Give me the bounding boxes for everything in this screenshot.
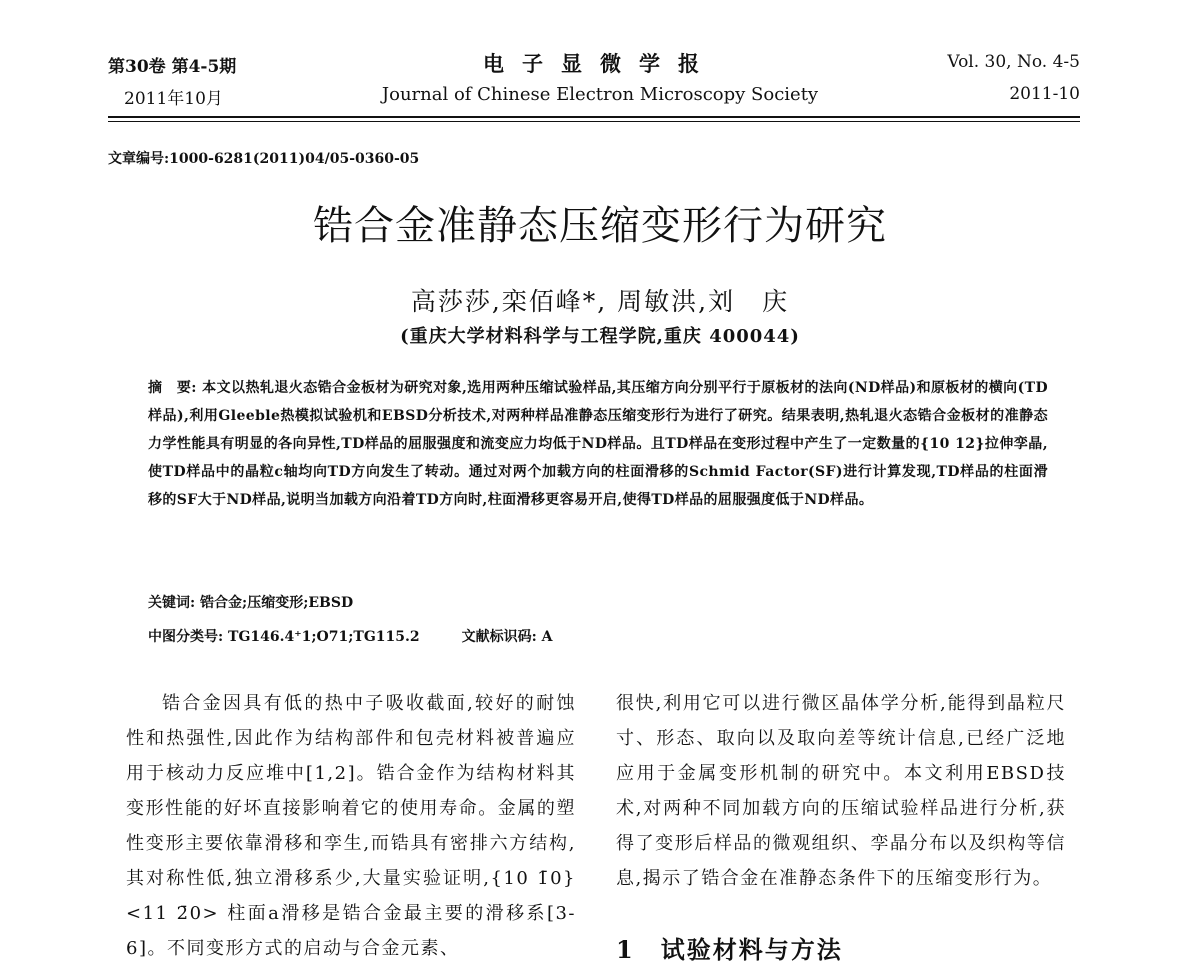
header-rule-thin (108, 121, 1080, 122)
abstract: 摘 要: 本文以热轧退火态锆合金板材为研究对象,选用两种压缩试验样品,其压缩方向分别平行于原板材的法向(ND样品)和原板材的横向(TD样品),利用Gleeble热模拟试验机和EBSD分析技术,对两种样品准静态压缩变形行为进行了研究。结果表明,热轧退火态锆合金板材的准静态力学性能具有明显的各向异性,TD样品的屈服强度和流变应力均低于ND样品。且TD样品在变形过程中产生了一定数量的{10 12}拉伸孪晶,使TD样品中的晶粒c轴均向TD方向发生了转动。通过对两个加载方向的柱面滑移的Schmid Factor(SF)进行计算发现,TD样品的柱面滑移的SF大于ND样品,说明当加载方向沿着TD方向时,柱面滑移更容易开启,使得TD样品的屈服强度低于ND样品。 (148, 380, 1048, 508)
article-number: 文章编号:1000-6281(2011)04/05-0360-05 (108, 151, 420, 167)
journal-date-en: 2011-10 (1009, 84, 1080, 104)
body-paragraph-right: 很快,利用它可以进行微区晶体学分析,能得到晶粒尺寸、形态、取向以及取向差等统计信息,已经广泛地应用于金属变形机制的研究中。本文利用EBSD技术,对两种不同加载方向的压缩试验样品进行分析,获得了变形后样品的微观组织、孪晶分布以及织构等信息,揭示了锆合金在准静态条件下的压缩变形行为。 (616, 693, 1066, 889)
body-column-left (126, 686, 576, 966)
journal-date: 2011年10月 (124, 89, 223, 109)
journal-volume-issue: 第30卷 第4-5期 (108, 57, 237, 77)
section-heading: 1 试验材料与方法 (616, 935, 843, 964)
header-rule-thick (108, 116, 1080, 118)
body-column-right (616, 686, 1066, 896)
keywords: 关键词: 锆合金;压缩变形;EBSD (148, 595, 354, 611)
body-paragraph-left: 锆合金因具有低的热中子吸收截面,较好的耐蚀性和热强性,因此作为结构部件和包壳材料被普遍应用于核动力反应堆中[1,2]。锆合金作为结构材料其变形性能的好坏直接影响着它的使用寿命。金属的塑性变形主要依靠滑移和孪生,而锆具有密排六方结构,其对称性低,独立滑移系少,大量实验证明,{10 1̄0} <11 2̄0> 柱面a滑移是锆合金最主要的滑移系[3-6]。不同变形方式的启动与合金元素、 (126, 693, 576, 959)
journal-title-cn: 电子显微学报 (483, 51, 717, 76)
author-list: 高莎莎,栾佰峰*, 周敏洪,刘 庆 (410, 287, 790, 316)
paper-title: 锆合金准静态压缩变形行为研究 (313, 203, 887, 249)
author-affiliation: (重庆大学材料科学与工程学院,重庆 400044) (400, 326, 800, 347)
journal-volume-en: Vol. 30, No. 4-5 (947, 52, 1080, 72)
journal-title-en: Journal of Chinese Electron Microscopy Society (381, 84, 819, 105)
classification-line: 中图分类号: TG146.4⁺1;O71;TG115.2 文献标识码: A (148, 629, 553, 645)
